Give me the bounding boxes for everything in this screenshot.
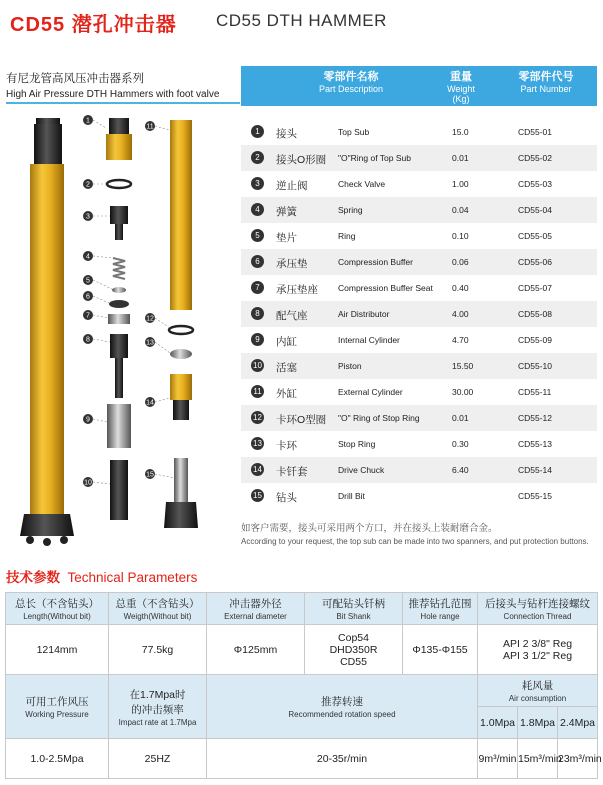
part-name-en: Compression Buffer: [338, 257, 413, 267]
part-name-cn: 承压垫: [276, 258, 308, 270]
part-code: CD55-12: [518, 413, 553, 423]
impact-en: Impact rate at 1.7Mpa: [118, 717, 197, 727]
spec-hole-en: Hole range: [420, 612, 460, 621]
table-row: [241, 301, 597, 327]
page-header: [0, 0, 603, 40]
part-weight: 0.40: [452, 283, 469, 293]
spec-air-2-value: 15m³/min: [518, 739, 558, 779]
header-part-number: [506, 71, 586, 94]
spec-shank-en: Bit Shank: [336, 612, 371, 621]
note-en: According to your request, the top sub can be made into two spanners, and put protection buttons.: [241, 537, 589, 546]
table-row: [241, 223, 597, 249]
table-row: [241, 119, 597, 145]
spec-thread-en: Connection Thread: [503, 612, 572, 621]
part-name-en: Top Sub: [338, 127, 370, 137]
spec-header-length: [6, 593, 109, 625]
part-number-badge: 10: [251, 359, 264, 372]
spec-length-value: 1214mm: [6, 625, 109, 675]
part-name-en: Compression Buffer Seat: [338, 283, 433, 293]
part-code: CD55-10: [518, 361, 553, 371]
series-label: [6, 70, 240, 100]
part-number-badge: 14: [251, 463, 264, 476]
assembled-hammer: [20, 118, 74, 546]
spec-header-shank: [305, 593, 403, 625]
part-code: CD55-01: [518, 127, 553, 137]
part-number-badge: 11: [251, 385, 264, 398]
table-row: [241, 483, 597, 509]
part-weight: 1.00: [452, 179, 469, 189]
shank-3: CD55: [340, 655, 367, 668]
part-number-badge: 1: [251, 125, 264, 138]
spec-impact-value: 25HZ: [109, 739, 207, 779]
air-cn: 耗风量: [521, 680, 554, 692]
spec-air-1-value: 9m³/min: [478, 739, 518, 779]
part-weight: 0.10: [452, 231, 469, 241]
impact-cn-2: 的冲击频率: [131, 703, 184, 716]
part-name-en: Spring: [338, 205, 363, 215]
part-weight: 0.01: [452, 153, 469, 163]
table-row: [241, 249, 597, 275]
part-name-cn: 钻头: [276, 492, 297, 504]
series-divider: [6, 102, 240, 104]
part-number-badge: 12: [251, 411, 264, 424]
header-pn-en: Part Number: [520, 83, 572, 94]
part-weight: 0.01: [452, 413, 469, 423]
part-name-cn: 卡钎套: [276, 466, 308, 478]
rotation-en: Recommended rotation speed: [288, 710, 396, 719]
spec-header-rotation: [207, 675, 478, 739]
part-name-cn: 配气座: [276, 310, 308, 322]
pressure-cn: 可用工作风压: [25, 696, 89, 708]
header-weight-cn: 重量: [450, 71, 472, 83]
part-weight: 4.00: [452, 309, 469, 319]
page-title-cn: CD55 潜孔冲击器: [10, 14, 177, 36]
part-name-cn: 弹簧: [276, 206, 297, 218]
part-name-cn: 外缸: [276, 388, 297, 400]
spec-thread-value: [478, 625, 598, 675]
part-code: CD55-09: [518, 335, 553, 345]
part-number-badge: 4: [251, 203, 264, 216]
callout-5: 5: [86, 277, 90, 285]
part-name-en: Drill Bit: [338, 491, 365, 501]
callout-11: 11: [146, 123, 154, 131]
callout-7: 7: [86, 312, 90, 320]
thread-1: API 2 3/8" Reg: [502, 637, 573, 650]
spec-diameter-en: External diameter: [224, 612, 287, 621]
part-code: CD55-13: [518, 439, 553, 449]
table-row: [241, 457, 597, 483]
part-code: CD55-15: [518, 491, 553, 501]
spec-weight-en: Weigth(Without bit): [123, 612, 192, 621]
part-weight: 0.04: [452, 205, 469, 215]
header-pn-cn: 零部件代号: [518, 71, 574, 83]
part-name-cn: 承压垫座: [276, 284, 318, 296]
part-code: CD55-06: [518, 257, 553, 267]
part-code: CD55-05: [518, 231, 553, 241]
table-row: [241, 145, 597, 171]
part-number-badge: 3: [251, 177, 264, 190]
part-code: CD55-04: [518, 205, 553, 215]
spec-air-3-value: 23m³/min: [558, 739, 598, 779]
part-weight: 15.0: [452, 127, 469, 137]
air-pressure-1: 1.0Mpa: [478, 707, 518, 739]
spec-header-pressure: [6, 675, 109, 739]
part-name-en: "O"Ring of Top Sub: [338, 153, 411, 163]
part-number-badge: 6: [251, 255, 264, 268]
table-row: [241, 405, 597, 431]
spec-header-air: [478, 675, 598, 707]
part-name-cn: 卡环O型圈: [276, 414, 327, 426]
part-weight: 0.30: [452, 439, 469, 449]
part-name-en: Internal Cylinder: [338, 335, 400, 345]
hammer-illustration: [0, 108, 240, 548]
spec-length-cn: 总长（不含钻头）: [15, 598, 99, 610]
callout-13: 13: [146, 339, 154, 347]
shank-1: Cop54: [338, 631, 369, 644]
part-weight: 6.40: [452, 465, 469, 475]
series-title-cn: 有尼龙管高风压冲击器系列: [6, 73, 144, 85]
callout-3: 3: [86, 213, 90, 221]
parts-table-body: [241, 119, 597, 509]
spec-thread-cn: 后接头与钻杆连接螺纹: [485, 598, 590, 610]
part-name-cn: 卡环: [276, 440, 297, 452]
part-name-cn: 逆止阀: [276, 180, 308, 192]
part-number-badge: 15: [251, 489, 264, 502]
parts-table-header: [241, 66, 597, 106]
spec-header-hole: [403, 593, 478, 625]
spec-header-diameter: [207, 593, 305, 625]
impact-cn-1: 在1.7Mpa时: [129, 688, 186, 701]
header-desc-cn: 零部件名称: [323, 71, 379, 83]
header-desc-en: Part Description: [318, 83, 384, 94]
part-code: CD55-02: [518, 153, 553, 163]
part-name-en: Air Distributor: [338, 309, 390, 319]
part-code: CD55-07: [518, 283, 553, 293]
page-title-en: CD55 DTH HAMMER: [216, 11, 387, 30]
table-row: [241, 379, 597, 405]
spec-weight-cn: 总重（不含钻头）: [115, 598, 200, 610]
tech-params-title: [6, 566, 197, 586]
part-name-cn: 接头O形圈: [276, 154, 327, 166]
part-number-badge: 13: [251, 437, 264, 450]
part-name-en: Drive Chuck: [338, 465, 385, 475]
tech-title-cn: 技术参数: [6, 570, 60, 585]
callout-2: 2: [86, 181, 90, 189]
part-code: CD55-14: [518, 465, 553, 475]
part-number-badge: 7: [251, 281, 264, 294]
spec-shank-cn: 可配钻头钎柄: [322, 598, 385, 610]
header-weight-en: Weight: [447, 83, 475, 94]
callout-12: 12: [146, 315, 154, 323]
callout-6: 6: [86, 293, 90, 301]
series-title-en: High Air Pressure DTH Hammers with foot valve: [6, 89, 220, 100]
spec-table: [5, 592, 602, 779]
part-name-en: Ring: [338, 231, 356, 241]
callout-9: 9: [86, 416, 90, 424]
air-pressure-2: 1.8Mpa: [518, 707, 558, 739]
part-weight: 30.00: [452, 387, 474, 397]
callout-4: 4: [86, 253, 90, 261]
part-weight: 15.50: [452, 361, 474, 371]
note-cn: 如客户需要，接头可采用两个方口，并在接头上装耐磨合金。: [241, 523, 498, 534]
table-row: [241, 353, 597, 379]
part-name-cn: 接头: [276, 128, 297, 140]
part-weight: 0.06: [452, 257, 469, 267]
table-row: [241, 171, 597, 197]
spec-header-weight: [109, 593, 207, 625]
air-pressure-3: 2.4Mpa: [558, 707, 598, 739]
part-name-en: "O" Ring of Stop Ring: [338, 413, 420, 423]
spec-shank-value: [305, 625, 403, 675]
spec-hole-value: Φ135-Φ155: [403, 625, 478, 675]
exploded-diagram: [0, 108, 240, 548]
tech-title-en: Technical Parameters: [67, 570, 198, 585]
table-row: [241, 275, 597, 301]
spec-diameter-value: Φ125mm: [207, 625, 305, 675]
part-name-en: Check Valve: [338, 179, 386, 189]
spec-header-impact: [109, 675, 207, 739]
customization-note: [241, 520, 597, 546]
part-code: CD55-08: [518, 309, 553, 319]
part-name-en: External Cylinder: [338, 387, 403, 397]
callout-1: 1: [86, 117, 90, 125]
part-code: CD55-03: [518, 179, 553, 189]
header-part-description: [281, 71, 421, 94]
parts-column-middle: [106, 118, 132, 520]
parts-column-right: [164, 120, 198, 528]
header-weight-unit: (Kg): [452, 93, 470, 104]
callout-14: 14: [146, 399, 154, 407]
spec-hole-cn: 推荐钻孔范围: [408, 598, 472, 610]
header-weight: [436, 71, 486, 104]
part-name-en: Piston: [338, 361, 362, 371]
thread-2: API 3 1/2" Reg: [502, 649, 573, 662]
part-name-en: Stop Ring: [338, 439, 376, 449]
shank-2: DHD350R: [329, 643, 378, 656]
callout-10: 10: [84, 479, 92, 487]
part-code: CD55-11: [518, 387, 552, 397]
part-number-badge: 2: [251, 151, 264, 164]
part-weight: 4.70: [452, 335, 469, 345]
leader-lines: [93, 120, 174, 484]
table-row: [241, 327, 597, 353]
spec-rotation-value: 20-35r/min: [207, 739, 478, 779]
pressure-en: Working Pressure: [25, 710, 89, 719]
spec-weight-value: 77.5kg: [109, 625, 207, 675]
spec-length-en: Length(Without bit): [23, 612, 91, 621]
part-number-badge: 8: [251, 307, 264, 320]
rotation-cn: 推荐转速: [321, 696, 363, 708]
spec-pressure-value: 1.0-2.5Mpa: [6, 739, 109, 779]
part-name-cn: 垫片: [276, 232, 297, 244]
part-name-cn: 活塞: [276, 362, 297, 374]
callout-8: 8: [86, 336, 90, 344]
part-name-cn: 内缸: [276, 336, 297, 348]
spec-diameter-cn: 冲击器外径: [229, 598, 282, 610]
part-number-badge: 9: [251, 333, 264, 346]
table-row: [241, 431, 597, 457]
part-number-badge: 5: [251, 229, 264, 242]
air-en: Air consumption: [508, 694, 567, 703]
spec-header-thread: [478, 593, 598, 625]
callout-15: 15: [146, 471, 154, 479]
table-row: [241, 197, 597, 223]
